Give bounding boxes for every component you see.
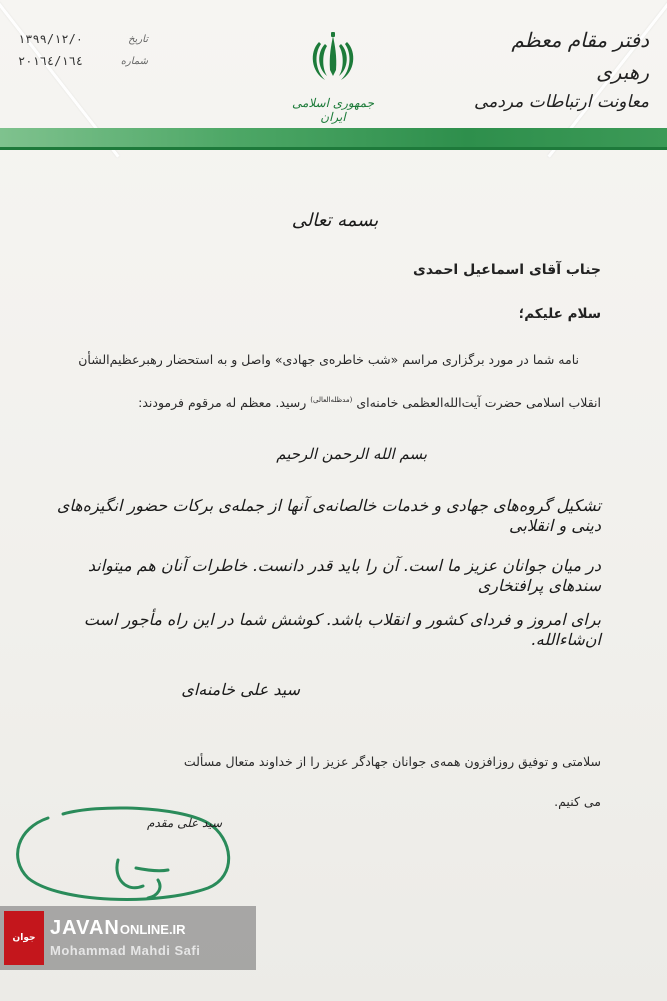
handwritten-signature: سید علی خامنه‌ای: [181, 680, 300, 699]
body-line-1: نامه شما در مورد برگزاری مراسم «شب خاطره‌ی جهادی» واصل و به استحضار رهبرعظیم‌الشأن: [78, 352, 579, 367]
body-note: (مدظله‌العالی): [310, 396, 353, 404]
number-row: [18, 50, 148, 72]
date-label: تاریخ: [128, 33, 148, 45]
logo-text: جوان: [12, 932, 36, 943]
photo-credit: Mohammad Mahdi Safi: [50, 943, 201, 958]
letter-meta: [18, 28, 148, 72]
office-header: [459, 24, 649, 116]
office-title: دفتر مقام معظم رهبری: [511, 28, 649, 84]
closing-line-1: سلامتی و توفیق روزافزون همه‌ی جوانان جهادگر عزیز را از خداوند متعال مسألت: [183, 754, 601, 769]
watermark-brand: [50, 916, 200, 942]
watermark: [0, 906, 256, 970]
body-line-2a: انقلاب اسلامی حضرت آیت‌الله‌العظمی خامنه‌ای: [356, 395, 601, 411]
signature-stamp-icon: [8, 798, 238, 908]
invocation: بسمه تعالی: [291, 210, 379, 231]
brand-main: JAVAN: [50, 917, 120, 939]
date-value: ۱۳۹۹/۱۲/۰: [18, 32, 84, 46]
number-label: شماره: [120, 55, 148, 67]
handwritten-basmala: بسم الله الرحمن الرحیم: [276, 445, 427, 463]
iran-emblem-icon: [305, 30, 361, 90]
body-line-2b: رسید. معظم له مرقوم فرمودند:: [138, 395, 307, 411]
javan-logo-icon: [4, 911, 44, 965]
stamp-signatory: سید علی مقدم: [147, 816, 222, 830]
emblem-caption: جمهوری اسلامی ایران: [291, 96, 375, 124]
emblem: [278, 30, 388, 124]
handwritten-line-1: تشکیل گروه‌های جهادی و خدمات خالصانه‌ی آنها از جمله‌ی برکات حضور انگیزه‌های دینی و انقلابی: [56, 496, 601, 535]
office-subtitle: معاونت ارتباطات مردمی: [474, 92, 649, 112]
watermark-text: [50, 916, 200, 960]
letter-body: [41, 340, 601, 423]
date-row: [18, 28, 148, 50]
number-value: ۱٦٤/۲۰۱٦٤: [18, 54, 84, 68]
closing-line-2: می کنیم.: [554, 794, 601, 809]
brand-suffix: ONLINE.IR: [119, 922, 186, 937]
handwritten-line-2: در میان جوانان عزیز ما است. آن را باید قدر دانست. خاطرات آنان هم میتواند سندهای پرافتخاری: [87, 556, 601, 595]
green-header-band: [0, 128, 667, 150]
handwritten-line-3: برای امروز و فردای کشور و انقلاب باشد. کوشش شما در این راه مأجور است ان‌شاء‌الله.: [83, 610, 601, 649]
addressee: جناب آقای اسماعیل احمدی: [413, 262, 601, 278]
greeting: سلام علیکم؛: [518, 306, 601, 322]
